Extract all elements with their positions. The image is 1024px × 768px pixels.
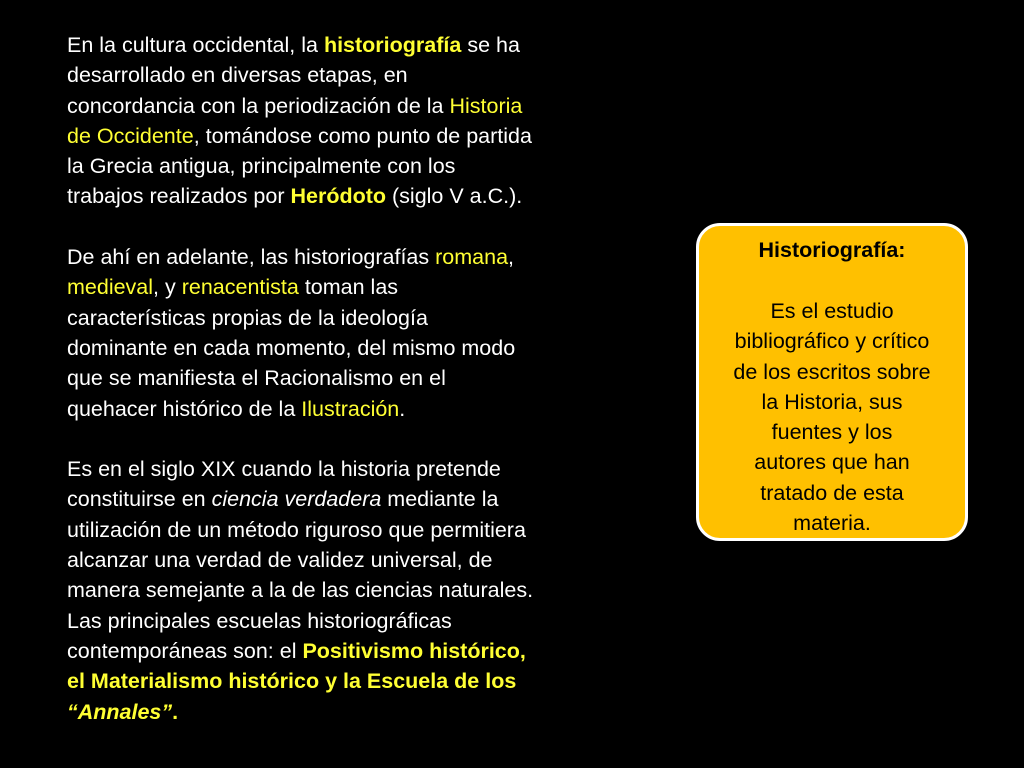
text-run: constituirse en — [67, 487, 212, 512]
highlighted-term: renacentista — [181, 275, 299, 300]
italic-term: ciencia verdadera — [211, 487, 382, 512]
text-run: (siglo V a.C.). — [386, 184, 523, 209]
text-line — [67, 484, 637, 514]
text-run: mediante la — [381, 487, 499, 512]
text-run: utilización de un método riguroso que permitiera — [67, 517, 526, 542]
definition-line: Es el estudio — [770, 299, 894, 323]
text-line — [67, 363, 637, 393]
highlighted-term: romana — [435, 245, 509, 270]
text-run: desarrollado en diversas etapas, en — [67, 63, 408, 88]
highlighted-bold-term: Positivismo histórico, — [302, 638, 526, 663]
text-run: trabajos realizados por — [67, 184, 291, 209]
text-line — [67, 545, 637, 575]
text-line — [67, 636, 637, 666]
definition-line: la Historia, sus — [761, 389, 903, 414]
text-line — [67, 515, 637, 545]
highlighted-bold-term: historiografía — [323, 33, 462, 57]
text-run: , tomándose como punto de partida — [193, 123, 532, 148]
text-run: Es en el siglo XIX cuando la historia pretende — [67, 457, 501, 482]
text-line — [67, 121, 637, 151]
text-line — [67, 30, 637, 60]
main-text — [67, 30, 637, 727]
text-run: toman las — [298, 275, 399, 300]
text-line — [67, 181, 637, 211]
definition-line: bibliográfico y crítico — [734, 329, 930, 354]
highlighted-term: Ilustración — [301, 396, 400, 421]
text-run: características propias de la ideología — [67, 305, 428, 330]
definition-line: materia. — [793, 511, 871, 536]
highlighted-bold-term: Heródoto — [290, 184, 387, 209]
highlighted-term: de Occidente — [67, 123, 194, 148]
paragraph-nineteenth-century — [67, 454, 637, 727]
highlighted-bold-term: el Materialismo histórico y la Escuela de los — [67, 669, 517, 694]
text-run: dominante en cada momento, del mismo modo — [67, 335, 516, 360]
text-run: En la cultura occidental, la — [67, 33, 324, 57]
definition-box — [696, 223, 968, 541]
definition-line: tratado de esta — [760, 480, 904, 505]
paragraph-historiography-origins — [67, 30, 637, 212]
definition-line: de los escritos sobre — [733, 359, 931, 384]
text-run: De ahí en adelante, las historiografías — [67, 245, 436, 270]
text-line — [67, 60, 637, 90]
definition-title: Historiografía: — [758, 238, 906, 262]
text-line — [67, 606, 637, 636]
definition-line: autores que han — [754, 450, 910, 475]
highlighted-bold-term: . — [172, 699, 179, 724]
text-line — [67, 697, 637, 727]
text-line — [67, 272, 637, 302]
text-line — [67, 151, 637, 181]
highlighted-bold-italic-term: “Annales” — [67, 699, 173, 724]
text-run: contemporáneas son: el — [67, 638, 303, 663]
definition-body — [699, 296, 965, 538]
text-line — [67, 242, 637, 272]
text-line — [67, 454, 637, 484]
text-line — [67, 394, 637, 424]
definition-line: fuentes y los — [771, 420, 893, 445]
highlighted-term: Historia — [449, 93, 523, 118]
text-run: Las principales escuelas historiográficas — [67, 608, 452, 633]
text-line — [67, 303, 637, 333]
paragraph-historiography-evolution — [67, 242, 637, 424]
text-line — [67, 91, 637, 121]
text-run: manera semejante a la de las ciencias naturales. — [67, 578, 534, 603]
text-run: quehacer histórico de la — [67, 396, 302, 421]
text-run: que se manifiesta el Racionalismo en el — [67, 366, 446, 391]
text-line — [67, 575, 637, 605]
text-line — [67, 333, 637, 363]
highlighted-term: medieval — [67, 275, 154, 300]
text-line — [67, 666, 637, 696]
text-run: , — [508, 245, 515, 270]
text-run: la Grecia antigua, principalmente con los — [67, 154, 456, 179]
text-run: alcanzar una verdad de validez universal, de — [67, 548, 493, 573]
text-run: . — [399, 396, 406, 421]
text-run: concordancia con la periodización de la — [67, 93, 450, 118]
text-run: se ha — [461, 33, 520, 57]
text-run: , y — [153, 275, 182, 300]
